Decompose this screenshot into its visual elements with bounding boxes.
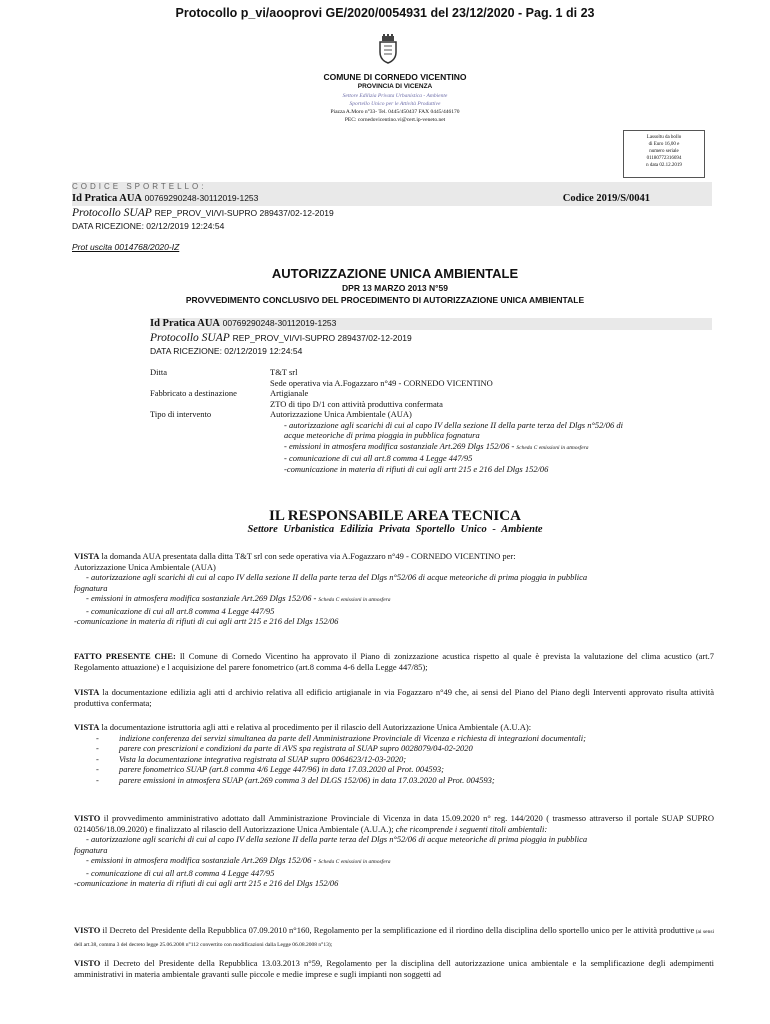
dpr-reference: DPR 13 MARZO 2013 N°59 — [342, 283, 448, 293]
provincia-name: PROVINCIA DI VICENZA — [357, 83, 433, 90]
visto2-small-text: (ai sensi dell art.38, comma 3 del decreto legge 25.06.2008 n°112 convertito con modificazioni dalla Legge 06.08.2008 n°13); — [74, 929, 714, 948]
visto1-item-1b: fognatura — [74, 844, 108, 855]
vista1-text-2: Autorizzazione Unica Ambientale (AUA) — [74, 561, 216, 572]
comune-name: COMUNE DI CORNEDO VICENTINO — [323, 72, 467, 82]
tipo-label: Tipo di intervento — [150, 409, 212, 419]
vista-istruttoria — [74, 722, 714, 785]
visto1-item-4: -comunicazione in materia di rifiuti di cui agli artt 215 e 216 del Dlgs 152/06 — [74, 878, 339, 888]
vista2-keyword: VISTA — [74, 687, 100, 697]
address-line: Piazza A.Moro n°33- Tel. 0445/450437 FAX 0445/446170 — [330, 109, 460, 115]
dash-5: - — [96, 774, 99, 785]
dash-3: - — [96, 753, 99, 764]
pratica-id-label-2: Id Pratica AUA — [150, 318, 220, 329]
visto1-text-italic: che ricomprende i seguenti titoli ambientali: — [393, 823, 548, 834]
pratica-id-value-2: 00769290248-30112019-1253 — [222, 318, 337, 328]
pratica-id-row-2 — [150, 318, 712, 330]
municipal-crest-icon — [377, 34, 399, 64]
visto-dpr-160 — [74, 925, 714, 950]
vista1-text: la domanda AUA presentata dalla ditta T&T srl con sede operativa via A.Fogazzaro n°49 - CORNEDO VICENTINO per: — [99, 551, 516, 561]
istruttoria-item-1 — [74, 733, 714, 744]
ditta-value: T&T srl — [270, 367, 298, 377]
fatto-text: Il Comune di Cornedo Vicentino ha approvato il Piano di zonizzazione acustica rispetto al quale è prevista la valutazione del clima acustico (art.7 Regolamento attuazione) e l acquisizione del parere fonometrico (art.8 comma 4-6 della Legge 447/85); — [74, 651, 714, 672]
responsabile-title: IL RESPONSABILE AREA TECNICA — [269, 508, 521, 524]
bollo-line-2: di Euro 16,00 e — [648, 142, 680, 147]
pratica-id-row — [72, 193, 712, 206]
visto2-keyword: VISTO — [74, 925, 101, 935]
sportello-line: Sportello Unico per le Attività Produttive — [349, 101, 441, 107]
vista1-item-1b: fognatura — [74, 582, 108, 593]
intervento-item-2-text: - emissioni in atmosfera modifica sostanziale Art.269 Dlgs 152/06 - — [284, 440, 515, 451]
istruttoria-item-5 — [74, 775, 714, 786]
protocollo-suap-2 — [150, 332, 412, 344]
intervento-item-2-scheda: Scheda C emissioni in atmosfera — [516, 444, 589, 451]
bollo-line-5: n data 02.12.2019 — [646, 163, 682, 168]
istruttoria-item-3 — [74, 754, 714, 765]
visto-dpr-59 — [74, 958, 714, 979]
visto1-item-2-text: - emissioni in atmosfera modifica sostanziale Art.269 Dlgs 152/06 - — [86, 855, 317, 865]
intervento-item-1: - autorizzazione agli scarichi di cui al capo IV della sezione II della parte terza del Dlgs n°52/06 di — [284, 419, 623, 430]
fabbricato-value: Artigianale — [270, 388, 309, 398]
vista1-item-1: - autorizzazione agli scarichi di cui al capo IV della sezione II della parte terza del Dlgs n°52/06 di acque meteoriche di prima pioggia in pubblica — [86, 572, 588, 582]
stamp-duty-box — [623, 130, 705, 178]
visto-provvedimento — [74, 813, 714, 889]
bollo-line-1: Lassoltu da bollo — [646, 135, 682, 140]
intervento-item-2 — [270, 441, 720, 454]
dash-2: - — [96, 743, 99, 753]
visto1-item-1: - autorizzazione agli scarichi di cui al capo IV della sezione II della parte terza del Dlgs n°52/06 di acque meteoriche di prima pioggia in pubblica — [86, 834, 588, 844]
prot-uscita: Prot uscita 0014768/2020-IZ — [72, 242, 180, 252]
dash-4: - — [96, 764, 99, 774]
settore-line: Settore Edilizia Privata Urbanistica - Ambiente — [342, 93, 448, 99]
istruttoria-item-1-text: indizione conferenza dei servizi simultanea da parte dell Amministrazione Provinciale di Vicenza e richiesta di integrazioni documentali; — [119, 732, 586, 743]
visto1-text: il provvedimento amministrativo adottato dall Amministrazione Provinciale di Vicenza in data 15.09.2020 n° reg. 144/2020 ( trasmesso attraverso il portale SUAP SUPRO 0214056/18.09.2020) e finalizzato al rilascio dell Autorizzazione Unica Ambientale (A.U.A.); — [74, 813, 714, 834]
details-grid — [150, 367, 720, 474]
istruttoria-item-3-text: Vista la documentazione integrativa registrata al SUAP supro 0064623/12-03-2020; — [119, 753, 407, 764]
vista1-item-2 — [74, 593, 714, 606]
protocollo-suap — [72, 207, 334, 219]
vista3-text: la documentazione istruttoria agli atti e relativa al procedimento per il rilascio dell Autorizzazione Unica Ambientale (A.U.A): — [99, 722, 532, 732]
fabbricato-label: Fabbricato a destinazione — [150, 388, 237, 398]
visto1-item-3: - comunicazione di cui all art.8 comma 4 Legge 447/95 — [86, 867, 275, 878]
istruttoria-item-2-text: parere con prescrizioni e condizioni da parte di AVS spa registrata al SUAP supro 0028079/04-02-2020 — [119, 743, 473, 753]
protocollo-suap-label: Protocollo SUAP — [72, 207, 152, 219]
vista3-keyword: VISTA — [74, 722, 100, 732]
pec-line: PEC: cornedovicentino.vi@cert.ip-veneto.net — [344, 117, 446, 123]
vista1-item-2-scheda: Scheda C emissioni in atmosfera — [318, 597, 391, 603]
fatto-presente — [74, 651, 714, 672]
visto3-keyword: VISTO — [74, 958, 101, 968]
codice-sportello-label: CODICE SPORTELLO: — [72, 182, 712, 193]
istruttoria-item-5-text: parere emissioni in atmosfera SUAP (art.269 comma 3 del DLGS 152/06) in data 17.03.2020 al Prot. 004593; — [119, 774, 495, 785]
vista1-item-2-text: - emissioni in atmosfera modifica sostanziale Art.269 Dlgs 152/06 - — [86, 593, 317, 603]
vista2-text: la documentazione edilizia agli atti d archivio relativa all edificio artigianale in via Fogazzaro n°49 che, ai sensi del Piano del Piano degli Interventi approvato risulta attività produttiva confermata; — [74, 687, 714, 708]
bollo-line-4: 01180772316694 — [646, 156, 682, 161]
tipo-value: Autorizzazione Unica Ambientale (AUA) — [270, 409, 412, 419]
protocol-header: Protocollo p_vi/aooprovi GE/2020/0054931 del 23/12/2020 - Pag. 1 di 23 — [175, 6, 595, 20]
intervento-item-4: -comunicazione in materia di rifiuti di cui agli artt 215 e 216 del Dlgs 152/06 — [284, 463, 549, 474]
visto3-text: il Decreto del Presidente della Repubblica 13.03.2013 n°59, Regolamento per la disciplina dell autorizzazione unica ambientale e la semplificazione degli adempimenti amministrativi in materia ambientale gravanti sulle piccole e medie imprese e sugli impianti non soggetti ad — [74, 958, 714, 979]
protocollo-suap-value: REP_PROV_VI/VI-SUPRO 289437/02-12-2019 — [154, 208, 334, 218]
dash-1: - — [96, 732, 99, 743]
visto1-item-2-scheda: Scheda C emissioni in atmosfera — [318, 859, 391, 865]
fatto-keyword: FATTO PRESENTE CHE: — [74, 651, 176, 661]
vista1-keyword: VISTA — [74, 551, 100, 561]
intervento-item-1b: acque meteoriche di prima pioggia in pubblica fognatura — [284, 430, 480, 440]
intervento-item-3: - comunicazione di cui all art.8 comma 4 Legge 447/95 — [284, 453, 473, 463]
pratica-id-label: Id Pratica AUA — [72, 193, 142, 204]
istruttoria-item-4-text: parere fonometrico SUAP (art.8 comma 4/6 Legge 447/96) in data 17.03.2020 al Prot. 004593; — [119, 764, 444, 774]
codice-number: Codice 2019/S/0041 — [562, 193, 650, 204]
visto1-keyword: VISTO — [74, 813, 101, 823]
pratica-id-value: 00769290248-30112019-1253 — [144, 193, 259, 203]
protocollo-suap-label-2: Protocollo SUAP — [150, 332, 230, 344]
data-ricezione-2: DATA RICEZIONE: 02/12/2019 12:24:54 — [150, 346, 303, 356]
data-ricezione: DATA RICEZIONE: 02/12/2019 12:24:54 — [72, 221, 225, 231]
istruttoria-item-4 — [74, 764, 714, 775]
document-title: AUTORIZZAZIONE UNICA AMBIENTALE — [271, 266, 519, 281]
provvedimento-title: PROVVEDIMENTO CONCLUSIVO DEL PROCEDIMENTO DI AUTORIZZAZIONE UNICA AMBIENTALE — [185, 295, 585, 305]
zto-value: ZTO di tipo D/1 con attività produttiva confermata — [270, 398, 443, 409]
responsabile-subtitle: Settore Urbanistica Edilizia Privata Sportello Unico - Ambiente — [247, 524, 543, 535]
vista1-item-4: -comunicazione in materia di rifiuti di cui agli artt 215 e 216 del Dlgs 152/06 — [74, 616, 339, 626]
vista-domanda — [74, 551, 714, 627]
visto1-item-2 — [74, 855, 714, 868]
sede-value: Sede operativa via A.Fogazzaro n°49 - CORNEDO VICENTINO — [270, 377, 493, 388]
vista-documentazione-edilizia — [74, 687, 714, 708]
ditta-label: Ditta — [150, 367, 167, 377]
bollo-line-3: numero seriale — [649, 149, 679, 154]
protocollo-suap-value-2: REP_PROV_VI/VI-SUPRO 289437/02-12-2019 — [232, 333, 412, 343]
vista1-item-3: - comunicazione di cui all art.8 comma 4 Legge 447/95 — [86, 605, 275, 616]
visto2-text: il Decreto del Presidente della Repubblica 07.09.2010 n°160, Regolamento per la semplificazione ed il riordino della disciplina dello sportello unico per le attività produttive — [100, 925, 695, 935]
istruttoria-item-2 — [74, 743, 714, 754]
